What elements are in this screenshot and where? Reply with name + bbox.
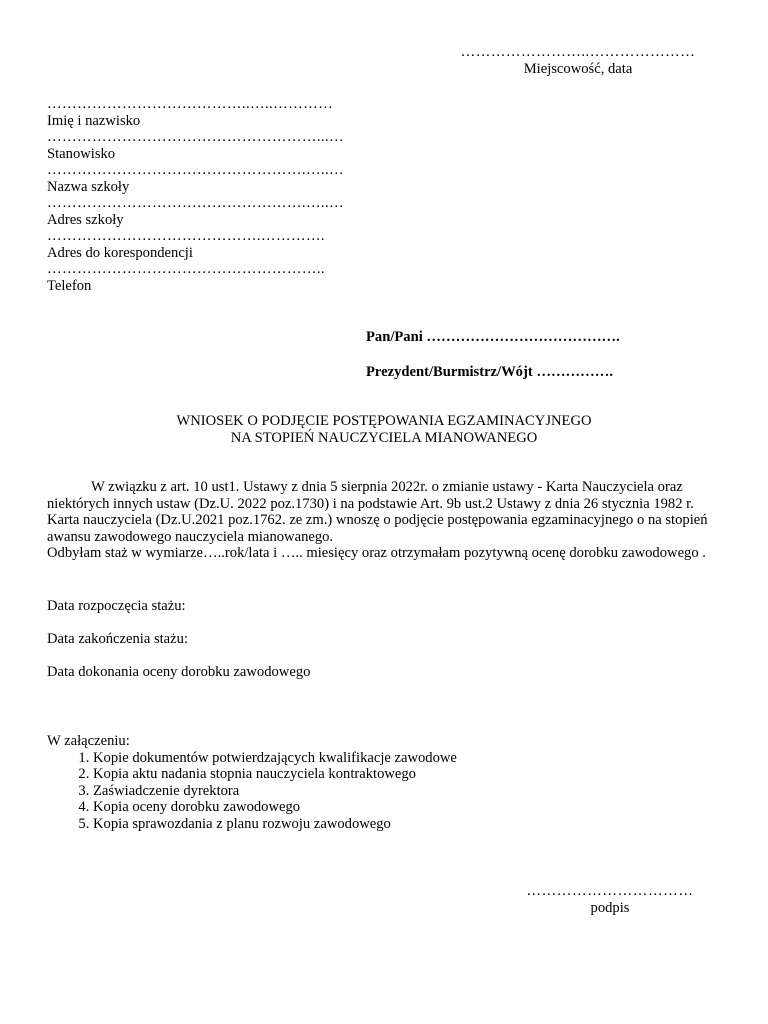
signature-block: [520, 883, 700, 916]
sender-fields: [47, 96, 367, 294]
school-address-dots: …………………………………………….…..…: [47, 195, 345, 211]
signature-label: podpis: [590, 899, 630, 916]
school-name-label: Nazwa szkoły: [47, 178, 130, 195]
recipient-line-1: Pan/Pani ………………………………….: [366, 329, 620, 345]
attachment-item: 2. Kopia aktu nadania stopnia nauczyciela kontraktowego: [93, 766, 457, 783]
place-date-block: [440, 44, 716, 77]
body-paragraph-2: Odbyłam staż w wymiarze…..rok/lata i ….. miesięcy oraz otrzymałam pozytywną ocenę dorobku zawodowego .: [47, 545, 706, 561]
school-name-dots: …………………………………………….…..…: [47, 162, 345, 178]
attachment-item: 5. Kopia sprawozdania z planu rozwoju zawodowego: [93, 816, 457, 833]
internship-start-date: Data rozpoczęcia stażu:: [47, 598, 186, 614]
attachments-heading: W załączeniu:: [47, 733, 130, 749]
recipient-line-2: Prezydent/Burmistrz/Wójt …………….: [366, 363, 613, 380]
attachments-block: [47, 733, 457, 832]
attachments-list: [47, 750, 457, 833]
name-dots: …………………………………..…..…………: [47, 96, 334, 112]
recipient-block: [366, 329, 620, 380]
title-line-1: WNIOSEK O PODJĘCIE POSTĘPOWANIA EGZAMINACYJNEGO: [176, 413, 592, 429]
correspondence-address-label: Adres do korespondencji: [47, 244, 193, 261]
document-title: [0, 413, 768, 446]
position-label: Stanowisko: [47, 145, 116, 162]
attachment-item: 3. Zaświadczenie dyrektora: [93, 783, 457, 800]
attachment-item: 1. Kopie dokumentów potwierdzających kwalifikacje zawodowe: [93, 750, 457, 767]
place-date-dots: ……………………..…………………: [460, 44, 696, 60]
attachment-item: 4. Kopia oceny dorobku zawodowego: [93, 799, 457, 816]
place-date-label: Miejscowość, data: [523, 60, 633, 77]
phone-label: Telefon: [47, 277, 92, 294]
school-address-label: Adres szkoły: [47, 211, 124, 228]
body-paragraph-1: W związku z art. 10 ust1. Ustawy z dnia 5 sierpnia 2022r. o zmianie ustawy - Karta Nauczyciela oraz niektórych innych ustaw (Dz.U. 2022 poz.1730) i na podstawie Art. 9b ust.2 Ustawy z dnia 26 stycznia 1982 r. Karta nauczyciela (Dz.U.2021 poz.1762. ze zm.) wnoszę o podjęcie postępowania egzaminacyjnego o na stopień awansu zawodowego nauczyciela mianowanego.: [47, 479, 708, 545]
name-label: Imię i nazwisko: [47, 112, 141, 129]
title-line-2: NA STOPIEŃ NAUCZYCIELA MIANOWANEGO: [230, 429, 538, 446]
dates-block: [47, 598, 310, 697]
phone-dots: ………………………………………………..: [47, 261, 325, 277]
position-dots: ………………………………………………...…: [47, 129, 345, 145]
body-text: [47, 479, 727, 562]
internship-end-date: Data zakończenia stażu:: [47, 631, 188, 647]
correspondence-address-dots: …………………………………….………….: [47, 228, 325, 244]
evaluation-date: Data dokonania oceny dorobku zawodowego: [47, 664, 311, 680]
signature-dots: ……………………………: [526, 883, 694, 899]
